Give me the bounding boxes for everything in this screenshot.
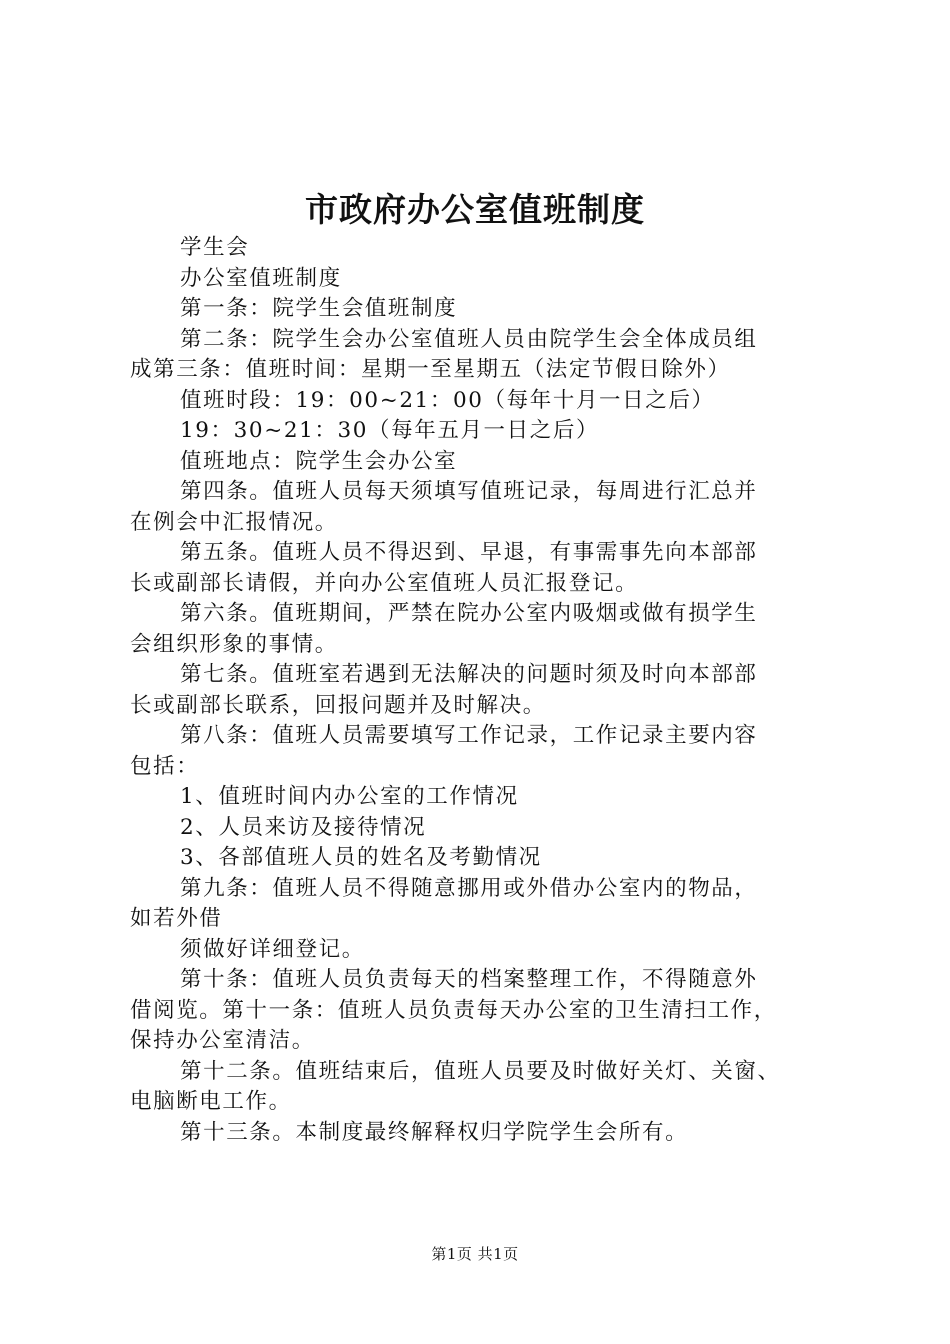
body-line: 3、各部值班人员的姓名及考勤情况: [180, 845, 542, 870]
body-line: 成第三条：值班时间：星期一至星期五（法定节假日除外）: [130, 357, 731, 382]
body-line: 第二条：院学生会办公室值班人员由院学生会全体成员组: [180, 326, 758, 352]
body-line: 第十二条。值班结束后，值班人员要及时做好关灯、关窗、: [180, 1058, 781, 1084]
body-line: 包括：: [130, 753, 200, 779]
body-line: 1、值班时间内办公室的工作情况: [180, 784, 519, 809]
body-line: 第四条。值班人员每天须填写值班记录，每周进行汇总并: [180, 479, 758, 504]
body-line: 保持办公室清洁。: [130, 1028, 315, 1053]
body-line: 值班地点：院学生会办公室: [180, 448, 458, 474]
document-body: [130, 233, 836, 1148]
body-line: 第九条：值班人员不得随意挪用或外借办公室内的物品，: [180, 875, 758, 901]
body-line: 第七条。值班室若遇到无法解决的问题时须及时向本部部: [180, 662, 758, 687]
body-line: 第十三条。本制度最终解释权归学院学生会所有。: [180, 1119, 689, 1145]
body-line: 如若外借: [130, 906, 223, 931]
body-line: 在例会中汇报情况。: [130, 509, 338, 535]
body-line: 长或副部长联系，回报问题并及时解决。: [130, 692, 546, 718]
body-line: 学生会: [180, 235, 250, 260]
body-line: 电脑断电工作。: [130, 1089, 292, 1114]
body-line: 长或副部长请假，并向办公室值班人员汇报登记。: [130, 570, 639, 596]
body-line: 会组织形象的事情。: [130, 631, 338, 657]
body-line: 第一条：院学生会值班制度: [180, 296, 458, 321]
body-line: 2、人员来访及接待情况: [180, 814, 427, 840]
body-line: 第五条。值班人员不得迟到、早退，有事需事先向本部部: [180, 540, 758, 565]
body-line: 借阅览。第十一条：值班人员负责每天办公室的卫生清扫工作，: [130, 997, 777, 1023]
body-line: 第六条。值班期间，严禁在院办公室内吸烟或做有损学生: [180, 601, 758, 626]
body-line: 办公室值班制度: [180, 265, 342, 291]
body-line: 值班时段：19：00~21：00（每年十月一日之后）: [180, 387, 715, 413]
page-footer: 第1页 共1页: [431, 1245, 519, 1263]
body-line: 须做好详细登记。: [180, 936, 365, 962]
body-line: 第八条：值班人员需要填写工作记录，工作记录主要内容: [180, 723, 758, 748]
body-line: 第十条：值班人员负责每天的档案整理工作，不得随意外: [180, 967, 758, 992]
body-line: 19：30~21：30（每年五月一日之后）: [180, 418, 600, 443]
document-title: 市政府办公室值班制度: [305, 190, 645, 229]
